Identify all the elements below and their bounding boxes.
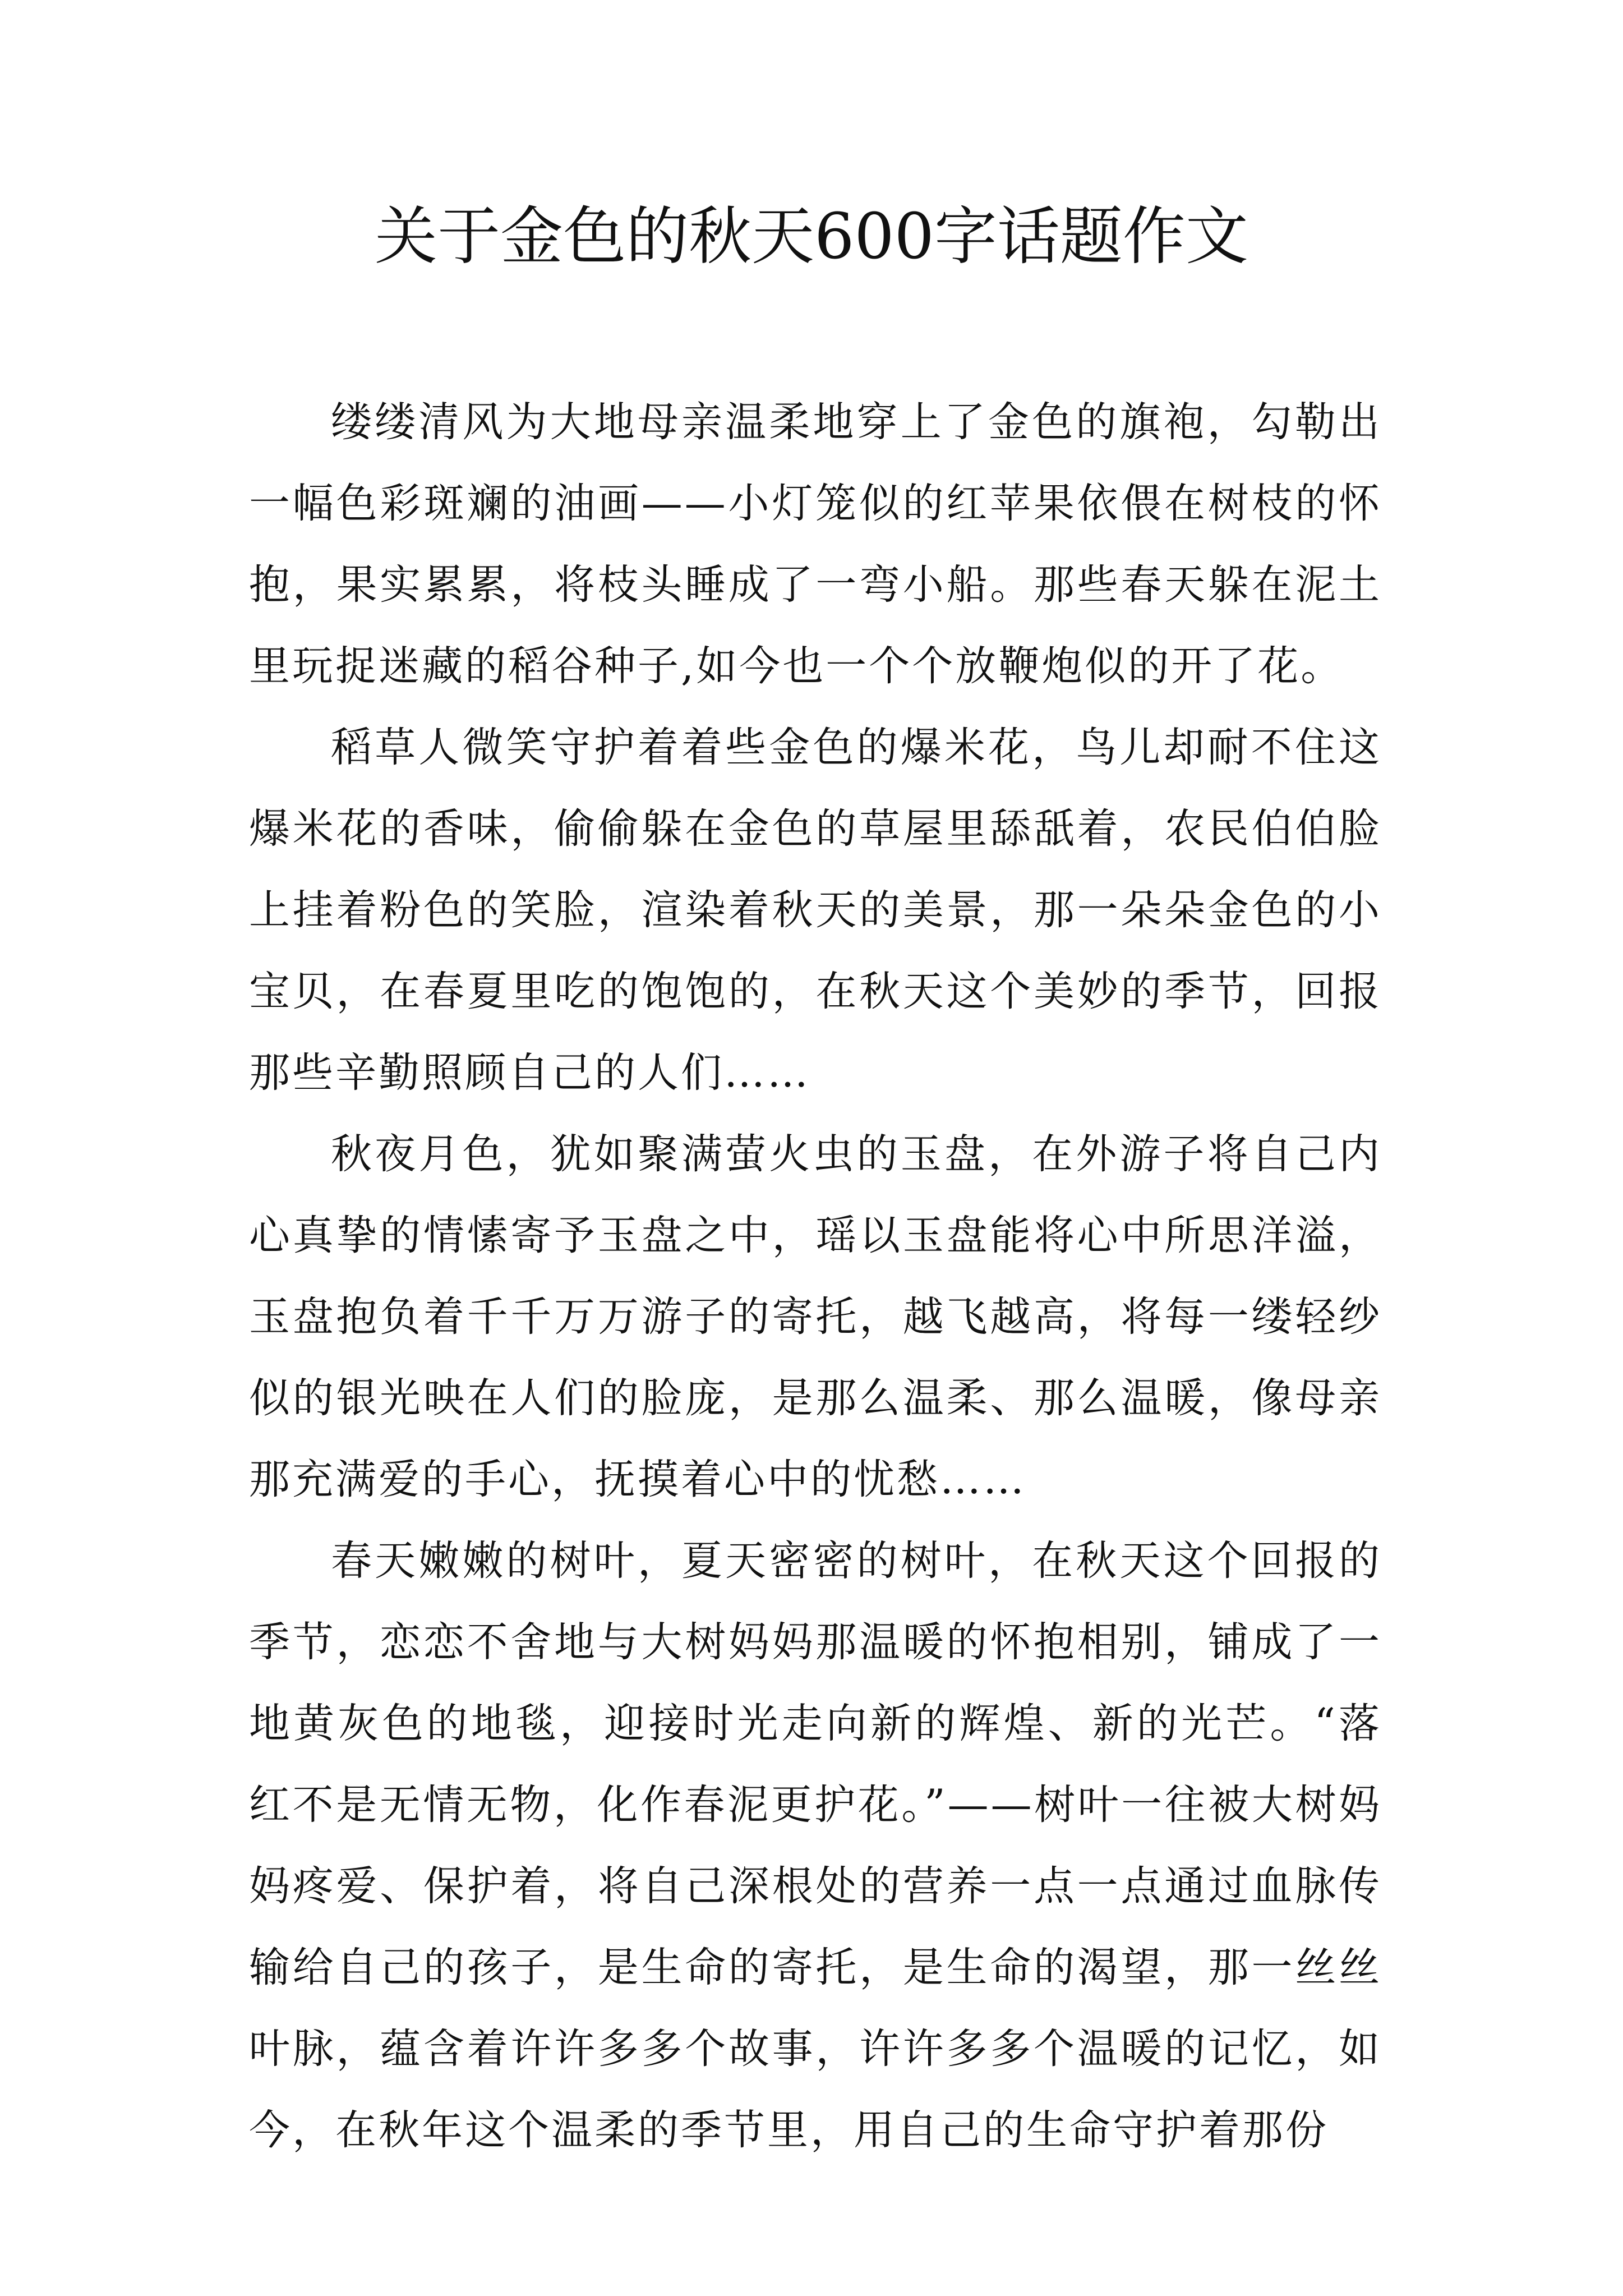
document-title: 关于金色的秋天600字话题作文 [375, 200, 1248, 273]
document-body [249, 381, 1382, 2171]
paragraph: 缕缕清风为大地母亲温柔地穿上了金色的旗袍，勾勒出一幅色彩斑斓的油画——小灯笼似的红苹果依偎在树枝的怀抱，果实累累，将枝头睡成了一弯小船。那些春天躲在泥土里玩捉迷藏的稻谷种子,如今也一个个放鞭炮似的开了花。 [249, 398, 1382, 690]
paragraph: 春天嫩嫩的树叶，夏天密密的树叶，在秋天这个回报的季节，恋恋不舍地与大树妈妈那温暖的怀抱相别，铺成了一地黄灰色的地毯，迎接时光走向新的辉煌、新的光芒。“落红不是无情无物，化作春泥更护花。”——树叶一往被大树妈妈疼爱、保护着，将自己深根处的营养一点一点通过血脉传输给自己的孩子，是生命的寄托，是生命的渴望，那一丝丝叶脉，蕴含着许许多多个故事，许许多多个温暖的记忆，如今，在秋年这个温柔的季节里，用自己的生命守护着那份 [249, 1537, 1382, 2154]
paragraph: 秋夜月色，犹如聚满萤火虫的玉盘，在外游子将自己内心真挚的情愫寄予玉盘之中，瑶以玉盘能将心中所思洋溢，玉盘抱负着千千万万游子的寄托，越飞越高，将每一缕轻纱似的银光映在人们的脸庞，是那么温柔、那么温暖，像母亲那充满爱的手心，抚摸着心中的忧愁…… [249, 1130, 1382, 1503]
paragraph: 稻草人微笑守护着着些金色的爆米花，鸟儿却耐不住这爆米花的香味，偷偷躲在金色的草屋里舔舐着，农民伯伯脸上挂着粉色的笑脸，渲染着秋天的美景，那一朵朵金色的小宝贝，在春夏里吃的饱饱的，在秋天这个美妙的季节，回报那些辛勤照顾自己的人们…… [249, 724, 1382, 1097]
